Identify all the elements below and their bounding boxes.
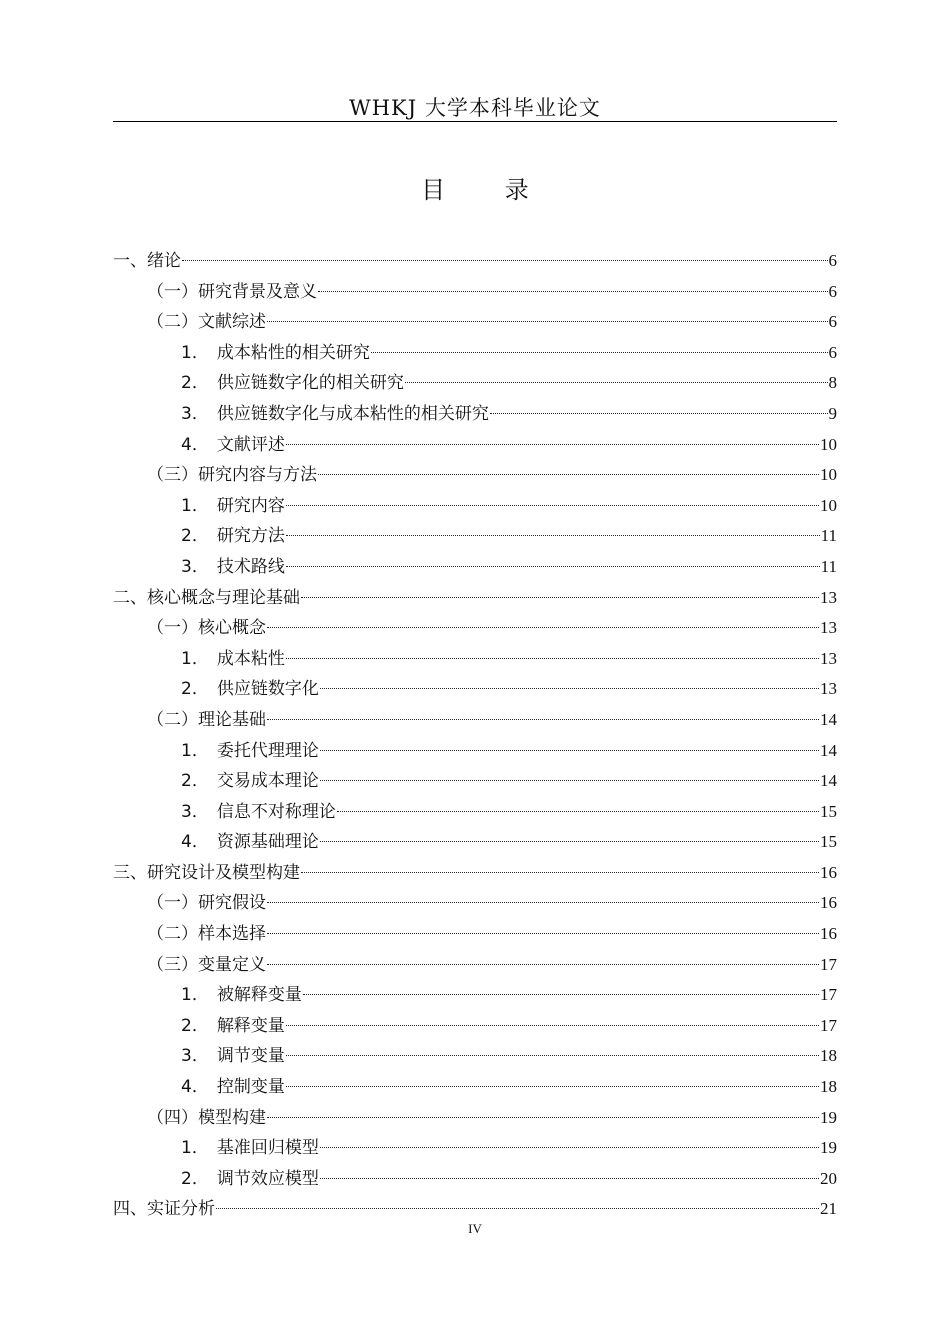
toc-entry-text: （二）文献综述 [147, 312, 266, 333]
toc-entry-label [181, 368, 404, 399]
toc-entry-page: 17 [820, 954, 837, 974]
toc-entry[interactable] [113, 583, 837, 614]
toc-leader-dots [216, 1208, 819, 1209]
toc-leader-dots [320, 841, 819, 842]
toc-entry-page: 17 [820, 1015, 837, 1035]
toc-entry-page: 16 [820, 893, 837, 913]
toc-entry-text: 二、核心概念与理论基础 [113, 587, 300, 608]
toc-entry-number: 3． [181, 1046, 209, 1067]
toc-entry-label [181, 552, 285, 583]
toc-entry[interactable] [113, 1011, 837, 1042]
toc-entry-label [147, 307, 266, 338]
toc-entry-label [181, 980, 302, 1011]
toc-entry-page: 10 [820, 434, 837, 454]
toc-entry-page: 18 [820, 1046, 837, 1066]
toc-leader-dots [286, 505, 819, 506]
toc-leader-dots [267, 902, 819, 903]
toc-entry-page: 17 [820, 985, 837, 1005]
toc-entry-label [147, 1103, 266, 1134]
toc-entry-label [113, 583, 300, 614]
toc-leader-dots [286, 658, 819, 659]
toc-leader-dots [318, 291, 828, 292]
toc-entry-label [181, 399, 489, 430]
toc-entry-page: 15 [820, 832, 837, 852]
toc-entry-page: 14 [820, 771, 837, 791]
toc-entry-page: 21 [820, 1199, 837, 1219]
toc-entry-number: 3． [181, 403, 209, 424]
toc-leader-dots [286, 1086, 819, 1087]
page-number: IV [468, 1221, 482, 1236]
toc-entry[interactable] [113, 980, 837, 1011]
toc-entry-page: 6 [828, 281, 837, 301]
toc-entry-label [147, 919, 266, 950]
toc-entry[interactable] [113, 1164, 837, 1195]
toc-entry-text: 供应链数字化与成本粘性的相关研究 [216, 403, 489, 424]
toc-leader-dots [320, 688, 819, 689]
toc-entry-number: 2． [181, 679, 209, 700]
toc-entry-label [181, 1164, 319, 1195]
toc-entry-text: （二）样本选择 [147, 924, 266, 945]
toc-entry[interactable] [113, 338, 837, 369]
toc-entry-text: 调节变量 [216, 1046, 285, 1067]
toc-leader-dots [320, 780, 819, 781]
toc-entry-number: 2． [181, 771, 209, 792]
toc-entry[interactable] [113, 674, 837, 705]
toc-entry-label [147, 950, 266, 981]
toc-entry-text: 文献评述 [216, 434, 285, 455]
toc-entry-page: 8 [828, 373, 837, 393]
toc-entry-page: 14 [820, 709, 837, 729]
toc-entry-page: 13 [820, 618, 837, 638]
toc-entry-page: 11 [820, 526, 837, 546]
toc-leader-dots [301, 597, 819, 598]
toc-leader-dots [182, 260, 828, 261]
toc-entry-label [181, 491, 285, 522]
toc-entry-label [181, 797, 336, 828]
toc-entry-text: 解释变量 [216, 1015, 285, 1036]
toc-entry[interactable] [113, 552, 837, 583]
toc-entry-page: 19 [820, 1138, 837, 1158]
toc-entry[interactable] [113, 399, 837, 430]
toc-entry-text: 供应链数字化的相关研究 [216, 373, 404, 394]
toc-entry[interactable] [113, 430, 837, 461]
toc-entry-text: 成本粘性 [216, 648, 285, 669]
table-of-contents [113, 246, 837, 1225]
toc-leader-dots [320, 1147, 819, 1148]
toc-entry-text: 信息不对称理论 [216, 801, 336, 822]
toc-leader-dots [267, 933, 819, 934]
toc-leader-dots [286, 444, 819, 445]
toc-entry-number: 1． [181, 1138, 209, 1159]
toc-entry-label [147, 613, 266, 644]
toc-entry[interactable] [113, 705, 837, 736]
toc-leader-dots [301, 872, 819, 873]
toc-entry-page: 19 [820, 1107, 837, 1127]
toc-leader-dots [303, 994, 819, 995]
toc-entry-page: 6 [828, 251, 837, 270]
toc-entry-page: 16 [820, 862, 837, 882]
toc-leader-dots [320, 1178, 819, 1179]
toc-leader-dots [405, 382, 828, 383]
toc-entry[interactable] [113, 1103, 837, 1134]
toc-entry-page: 13 [820, 587, 837, 607]
toc-entry-label [181, 1011, 285, 1042]
toc-entry-page: 14 [820, 740, 837, 760]
toc-leader-dots [286, 1025, 819, 1026]
toc-entry-text: 被解释变量 [216, 985, 302, 1006]
toc-entry-text: 三、研究设计及模型构建 [113, 862, 300, 883]
toc-entry-label [181, 736, 319, 767]
toc-entry-page: 11 [820, 556, 837, 576]
toc-entry-label [113, 858, 300, 889]
toc-entry-text: （一）研究背景及意义 [147, 281, 317, 302]
toc-entry[interactable] [113, 277, 837, 308]
toc-entry-page: 13 [820, 679, 837, 699]
toc-entry[interactable] [113, 858, 837, 889]
toc-entry[interactable] [113, 736, 837, 767]
toc-entry-label [181, 766, 319, 797]
toc-leader-dots [267, 964, 819, 965]
toc-entry-label [181, 674, 319, 705]
toc-entry-text: （一）研究假设 [147, 893, 266, 914]
toc-entry[interactable] [113, 307, 837, 338]
toc-entry-label [181, 338, 370, 369]
toc-entry-number: 1． [181, 648, 209, 669]
toc-title: 目 录 [421, 176, 555, 204]
toc-entry-text: （一）核心概念 [147, 618, 266, 639]
toc-leader-dots [490, 413, 828, 414]
toc-entry[interactable] [113, 827, 837, 858]
toc-entry[interactable] [113, 644, 837, 675]
toc-leader-dots [267, 1117, 819, 1118]
toc-entry-text: （三）变量定义 [147, 954, 266, 975]
toc-entry[interactable] [113, 919, 837, 950]
toc-entry-label [113, 246, 181, 277]
toc-entry-label [181, 430, 285, 461]
toc-entry-text: 资源基础理论 [216, 832, 319, 853]
toc-entry[interactable] [113, 1072, 837, 1103]
toc-entry[interactable] [113, 613, 837, 644]
toc-entry-label [147, 460, 317, 491]
toc-entry-text: 委托代理理论 [216, 740, 319, 761]
toc-entry-number: 2． [181, 373, 209, 394]
toc-entry-text: 基准回归模型 [216, 1138, 319, 1159]
toc-entry-number: 2． [181, 526, 209, 547]
toc-entry-number: 1． [181, 342, 209, 363]
toc-entry-page: 6 [828, 342, 837, 362]
toc-entry-text: （三）研究内容与方法 [147, 465, 317, 486]
toc-entry[interactable] [113, 460, 837, 491]
toc-entry-page: 18 [820, 1077, 837, 1097]
toc-entry-page: 10 [820, 495, 837, 515]
toc-leader-dots [286, 1055, 819, 1056]
toc-entry-text: 四、实证分析 [113, 1199, 215, 1220]
toc-entry[interactable] [113, 1133, 837, 1164]
toc-entry-text: 一、绪论 [113, 251, 181, 271]
toc-entry-number: 1． [181, 740, 209, 761]
toc-leader-dots [320, 750, 819, 751]
toc-entry[interactable] [113, 766, 837, 797]
toc-entry-page: 13 [820, 648, 837, 668]
toc-entry-label [181, 1041, 285, 1072]
toc-entry-page: 10 [820, 465, 837, 485]
toc-entry[interactable] [113, 950, 837, 981]
toc-entry-label [181, 827, 319, 858]
toc-entry-label [147, 277, 317, 308]
toc-leader-dots [267, 321, 828, 322]
toc-entry-text: 供应链数字化 [216, 679, 319, 700]
toc-entry-text: 控制变量 [216, 1077, 285, 1098]
header-divider [113, 121, 837, 122]
toc-entry-label [147, 888, 266, 919]
toc-entry-page: 15 [820, 801, 837, 821]
toc-entry-page: 16 [820, 924, 837, 944]
toc-entry-text: （四）模型构建 [147, 1107, 266, 1128]
toc-entry-text: 调节效应模型 [216, 1168, 319, 1189]
toc-entry[interactable] [113, 521, 837, 552]
toc-entry-number: 4． [181, 434, 209, 455]
toc-entry[interactable] [113, 797, 837, 828]
toc-entry-label [181, 1072, 285, 1103]
toc-entry-number: 4． [181, 1077, 209, 1098]
toc-leader-dots [337, 811, 819, 812]
toc-entry-label [181, 1133, 319, 1164]
toc-entry-text: （二）理论基础 [147, 709, 266, 730]
toc-entry-number: 1． [181, 985, 209, 1006]
toc-entry-text: 研究方法 [216, 526, 285, 547]
toc-entry[interactable] [113, 888, 837, 919]
toc-entry[interactable] [113, 491, 837, 522]
toc-entry-page: 6 [828, 312, 837, 332]
toc-leader-dots [267, 627, 819, 628]
toc-leader-dots [318, 474, 819, 475]
toc-entry-text: 交易成本理论 [216, 771, 319, 792]
toc-leader-dots [286, 566, 820, 567]
toc-leader-dots [286, 535, 820, 536]
toc-entry-number: 2． [181, 1168, 209, 1189]
toc-entry-label [147, 705, 266, 736]
toc-entry-label [181, 644, 285, 675]
toc-entry-page: 9 [828, 403, 837, 423]
toc-entry-number: 2． [181, 1015, 209, 1036]
running-header: WHKJ 大学本科毕业论文 [349, 96, 601, 120]
toc-entry-number: 1． [181, 495, 209, 516]
toc-entry-text: 成本粘性的相关研究 [216, 342, 370, 363]
toc-entry-number: 3． [181, 801, 209, 822]
toc-entry-label [181, 521, 285, 552]
toc-entry-number: 3． [181, 556, 209, 577]
toc-entry-text: 研究内容 [216, 495, 285, 516]
toc-entry-number: 4． [181, 832, 209, 853]
toc-entry[interactable] [113, 246, 837, 277]
toc-entry[interactable] [113, 1041, 837, 1072]
toc-entry[interactable] [113, 368, 837, 399]
toc-leader-dots [267, 719, 819, 720]
toc-entry-page: 20 [820, 1168, 837, 1188]
toc-leader-dots [371, 352, 828, 353]
toc-entry-text: 技术路线 [216, 556, 285, 577]
